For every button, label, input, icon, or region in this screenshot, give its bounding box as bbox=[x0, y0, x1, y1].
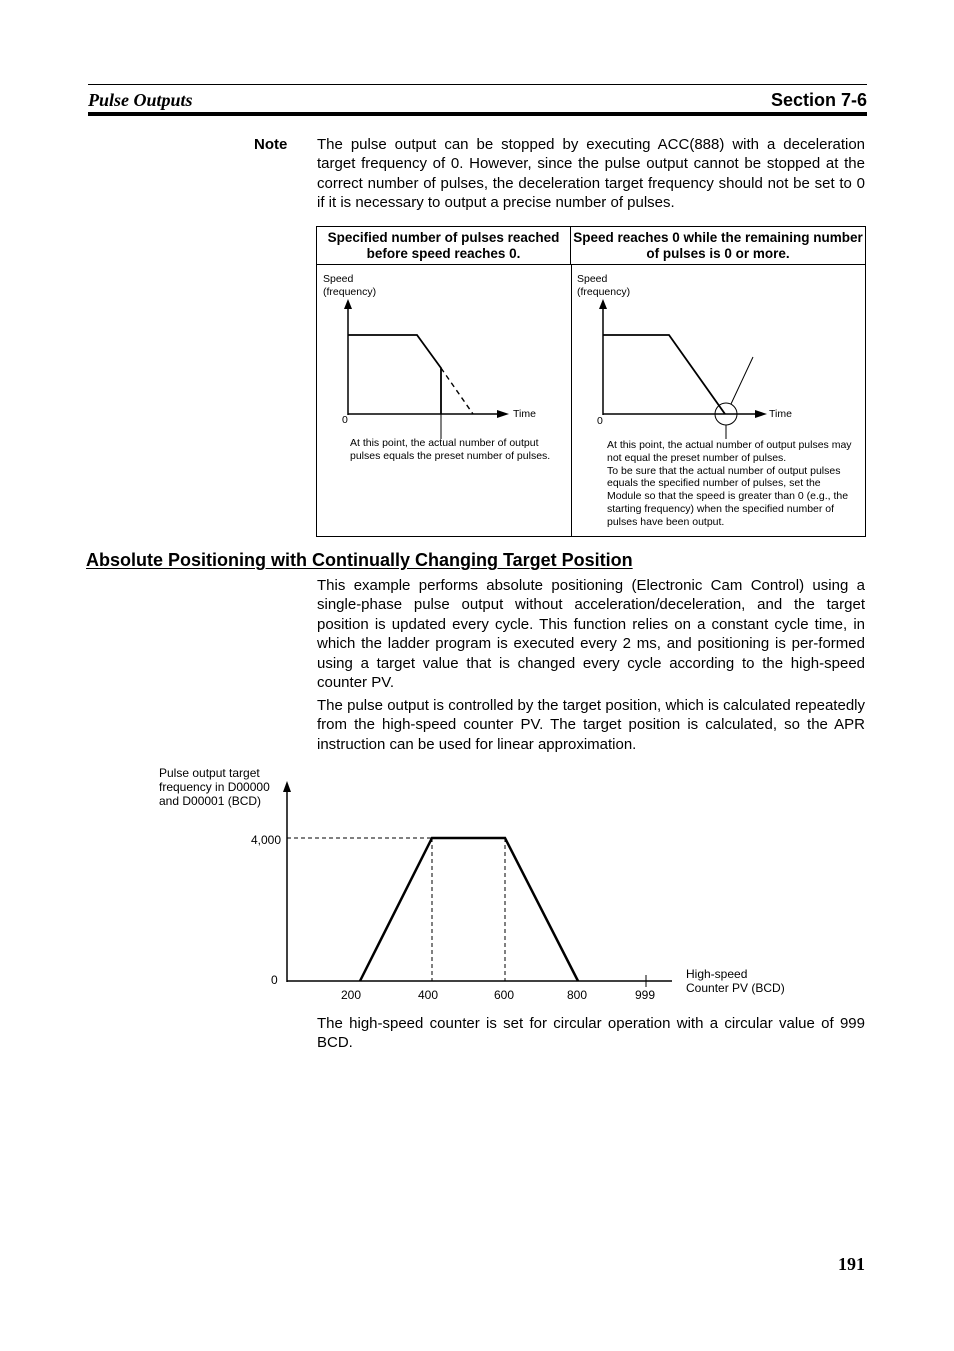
x-tick-label-600: 600 bbox=[494, 988, 515, 1002]
right-diagram-y-label: Speed (frequency) bbox=[577, 273, 631, 298]
y-tick-label-0: 0 bbox=[271, 973, 278, 987]
x-tick-label-999: 999 bbox=[635, 988, 656, 1002]
frequency-series-line bbox=[360, 838, 578, 981]
left-diagram-origin: 0 bbox=[342, 414, 348, 426]
paragraph-1: This example performs absolute positioning (Electronic Cam Control) using a single-phase pulse output without acceleration/deceleration, and the target position is updated every cycle. This function relies on a constant cycle time, in which the ladder program is executed every 2 ms, and positioning is per-formed using a target value that is changed every cycle according to the high-speed counter PV. bbox=[317, 577, 865, 692]
header-chapter-title: Pulse Outputs bbox=[88, 90, 193, 110]
x-tick-label-200: 200 bbox=[341, 988, 362, 1002]
y-tick-label-4000: 4,000 bbox=[251, 833, 282, 847]
paragraph-3: The high-speed counter is set for circular operation with a circular value of 999 BCD. bbox=[317, 1015, 865, 1052]
page-number: 191 bbox=[838, 1254, 865, 1274]
paragraph-2: The pulse output is controlled by the target position, which is calculated repeatedly from the high-speed counter PV. The target position is calculated, so the APR instruction can be used for linear approximation. bbox=[317, 697, 865, 753]
x-tick-label-800: 800 bbox=[567, 988, 588, 1002]
chart-y-axis-label: Pulse output target frequency in D00000 and D00001 (BCD) bbox=[159, 766, 270, 808]
right-diagram-origin: 0 bbox=[597, 415, 603, 427]
note-text: The pulse output can be stopped by executing ACC(888) with a deceleration target frequency of 0. However, since the pulse output cannot be stopped at the correct number of pulses, the deceleration target frequency should not be set to 0 if it is necessary to output a precise number of pulses. bbox=[317, 136, 865, 212]
right-diagram-x-label: Time bbox=[769, 408, 792, 420]
left-diagram-y-label: Speed (frequency) bbox=[323, 273, 377, 298]
section-heading: Absolute Positioning with Continually Changing Target Position bbox=[86, 550, 633, 570]
note-label: Note bbox=[254, 136, 288, 153]
right-diagram-caption: At this point, the actual number of output pulses may not equal the preset number of pulses. To be sure that the actual number of output pulses equals the specified number of pulses, set the Module so that the speed is greater than 0 (e.g., the starting frequency) when the specified number of pulses have been output. bbox=[607, 439, 852, 528]
left-diagram-x-label: Time bbox=[513, 408, 536, 420]
chart-x-axis-label: High-speed Counter PV (BCD) bbox=[686, 967, 785, 995]
x-tick-label-400: 400 bbox=[418, 988, 439, 1002]
header-section-number: Section 7-6 bbox=[770, 90, 867, 110]
table-header-left: Specified number of pulses reached before speed reaches 0. bbox=[317, 227, 571, 265]
left-diagram-caption: At this point, the actual number of output pulses equals the preset number of pulses. bbox=[350, 437, 551, 462]
table-header-right: Speed reaches 0 while the remaining number of pulses is 0 or more. bbox=[571, 227, 865, 265]
y-axis-arrow bbox=[283, 781, 291, 792]
